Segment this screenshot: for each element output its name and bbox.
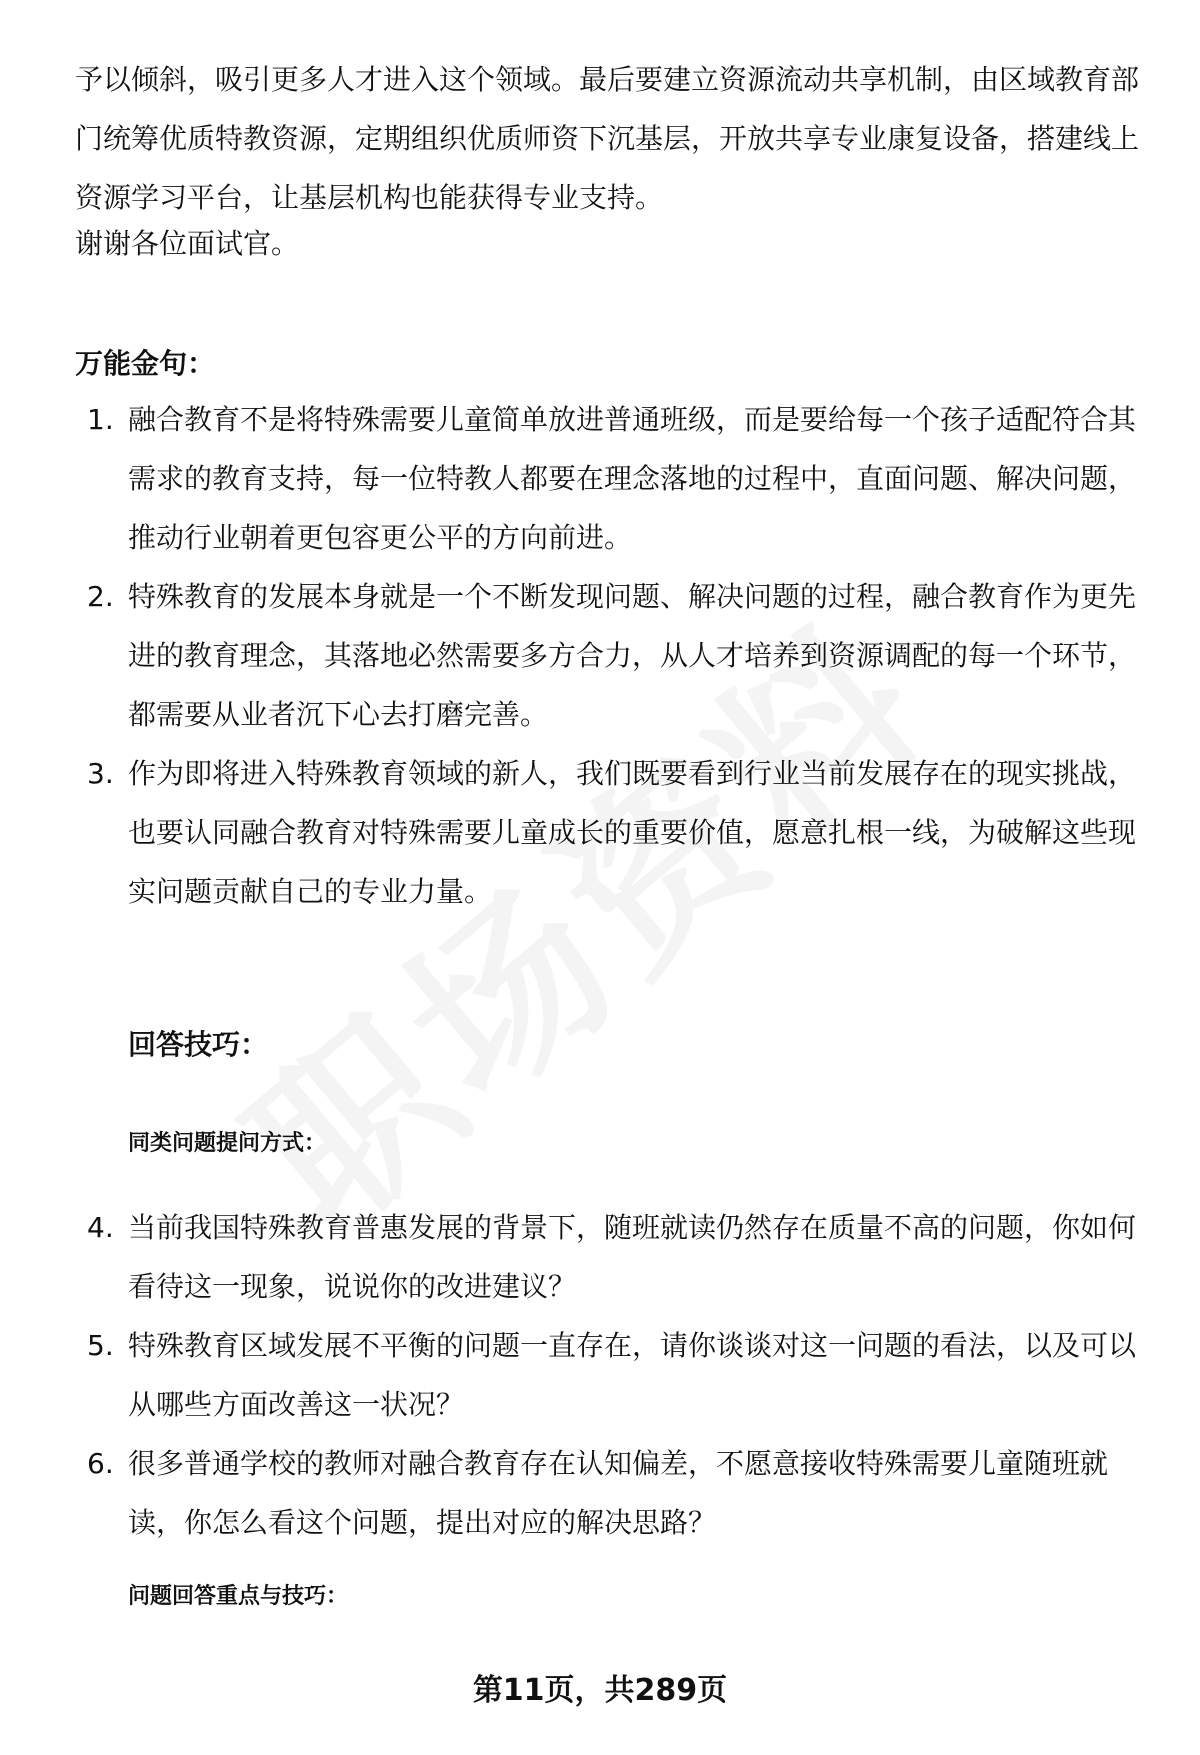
answer-focus-heading: 问题回答重点与技巧： <box>128 1584 349 1609</box>
intro-paragraph: 予以倾斜，吸引更多人才进入这个领域。最后要建立资源流动共享机制，由区域教育部门统筹优质特教资源，定期组织优质师资下沉基层，开放共享专业康复设备，搭建线上资源学习平台，让基层机构也能获得专业支持。 <box>75 63 1140 214</box>
list-item-text: 特殊教育的发展本身就是一个不断发现问题、解决问题的过程，融合教育作为更先进的教育理念，其落地必然需要多方合力，从人才培养到资源调配的每一个环节，都需要从业者沉下心去打磨完善。 <box>128 580 1137 731</box>
list-item <box>75 1316 1145 1434</box>
list-item-number: 3. <box>87 757 114 790</box>
list-item-number: 5. <box>87 1329 114 1362</box>
list-item <box>75 1434 1145 1552</box>
page-number-footer: 第11页，共289页 <box>472 1673 728 1708</box>
similar-questions-list <box>75 1198 1145 1552</box>
list-item <box>75 744 1145 921</box>
list-item-text: 当前我国特殊教育普惠发展的背景下，随班就读仍然存在质量不高的问题，你如何看待这一现象，说说你的改进建议？ <box>128 1211 1137 1303</box>
list-item-number: 1. <box>87 403 114 436</box>
list-item-number: 6. <box>87 1447 114 1480</box>
list-item <box>75 390 1145 567</box>
answer-skills-heading: 回答技巧： <box>128 1028 269 1061</box>
list-item-text: 融合教育不是将特殊需要儿童简单放进普通班级，而是要给每一个孩子适配符合其需求的教育支持，每一位特教人都要在理念落地的过程中，直面问题、解决问题，推动行业朝着更包容更公平的方向前进。 <box>128 403 1137 554</box>
list-item-text: 作为即将进入特殊教育领域的新人，我们既要看到行业当前发展存在的现实挑战，也要认同融合教育对特殊需要儿童成长的重要价值，愿意扎根一线，为破解这些现实问题贡献自己的专业力量。 <box>128 757 1137 908</box>
list-item-text: 特殊教育区域发展不平衡的问题一直存在，请你谈谈对这一问题的看法，以及可以从哪些方面改善这一状况？ <box>128 1329 1137 1421</box>
list-item-number: 2. <box>87 580 114 613</box>
list-item-number: 4. <box>87 1211 114 1244</box>
list-item <box>75 1198 1145 1316</box>
list-item-text: 很多普通学校的教师对融合教育存在认知偏差，不愿意接收特殊需要儿童随班就读，你怎么看这个问题，提出对应的解决思路？ <box>128 1447 1109 1539</box>
golden-sentences-heading: 万能金句： <box>75 347 216 380</box>
golden-sentences-list <box>75 390 1145 921</box>
thanks-paragraph: 谢谢各位面试官。 <box>75 227 300 260</box>
list-item <box>75 567 1145 744</box>
similar-questions-heading: 同类问题提问方式： <box>128 1131 327 1156</box>
